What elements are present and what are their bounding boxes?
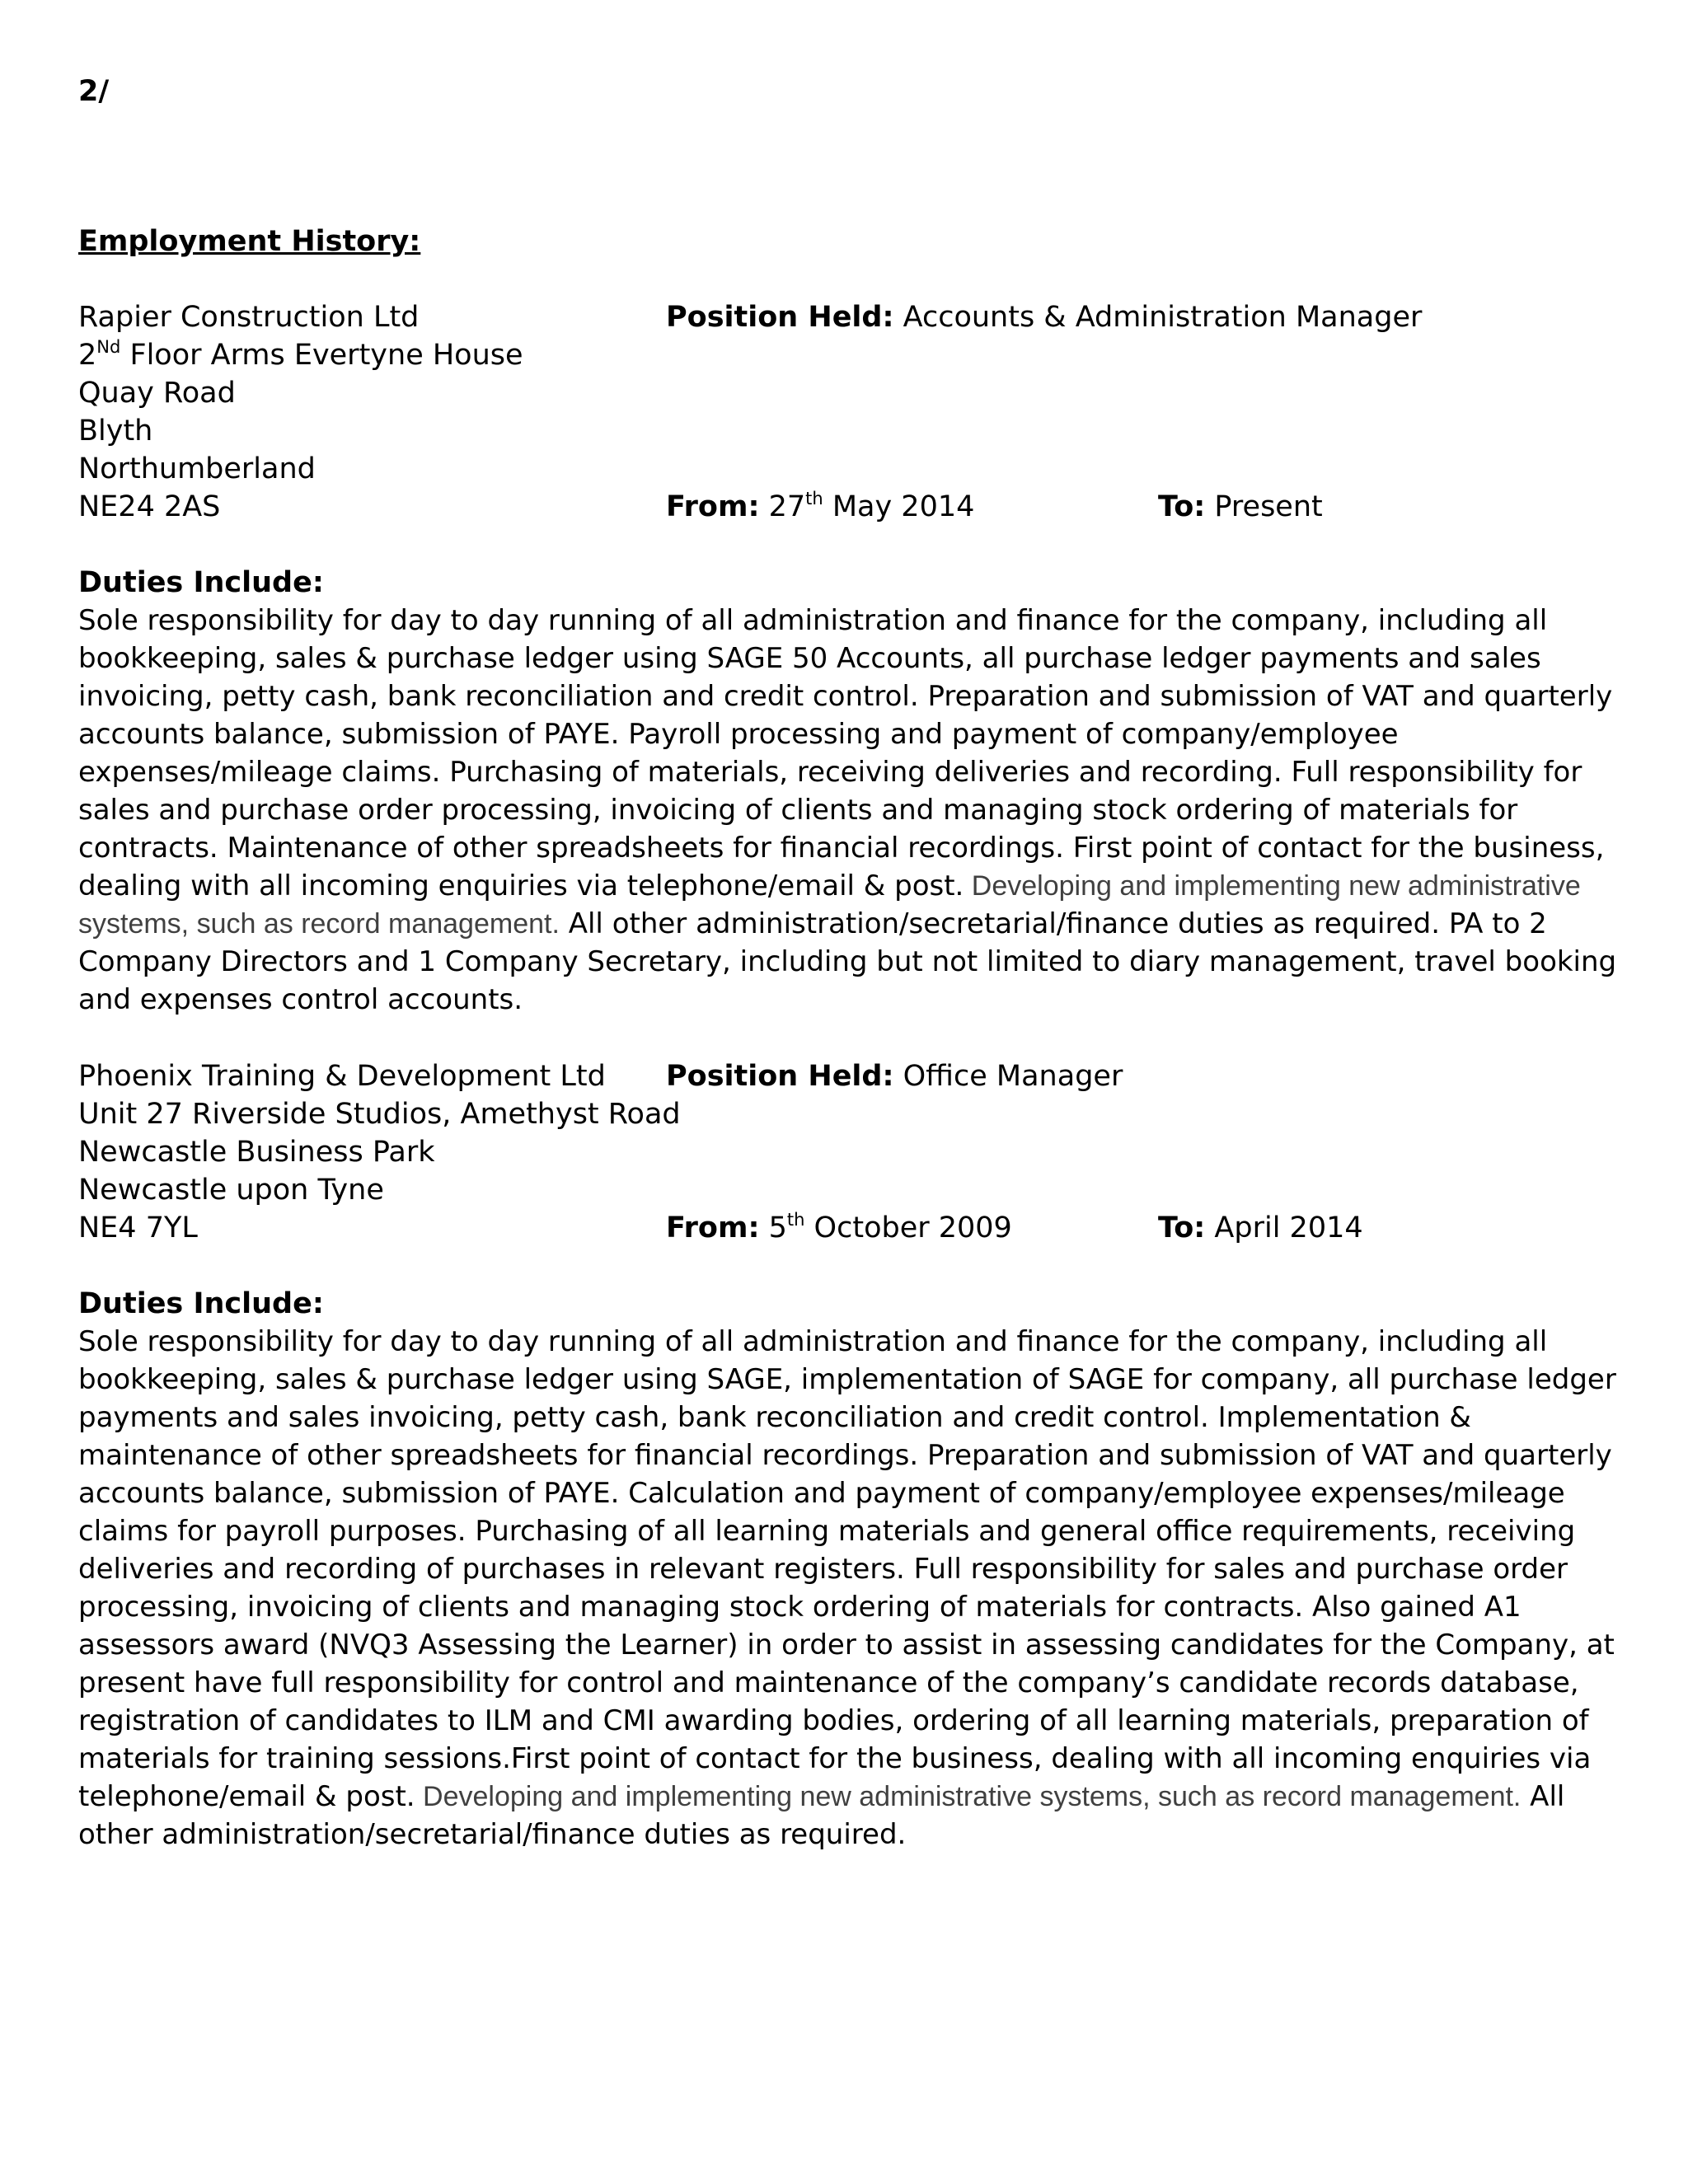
position-held-label: Position Held: [666, 301, 894, 334]
duties-text: All other administration/secretarial/finance duties as required. PA to 2 Company Directors and 1 Company Secretary, including but not limited to diary management, travel booking and expenses control accounts. [78, 907, 1617, 1016]
address-line: Quay Road [78, 377, 236, 410]
address-line: Newcastle upon Tyne [78, 1174, 384, 1207]
duties-text: Sole responsibility for day to day running of all administration and finance for the company, including all bookkeeping, sales & purchase ledger using SAGE, implementation of SAGE for company, all purchase ledger payments and sales invoicing, petty cash, bank reconciliation and credit control. Implementation & maintenance of other spreadsheets for financial recordings. Preparation and submission of VAT and quarterly accounts balance, submission of PAYE. Calculation and payment of company/employee expenses/mileage claims for payroll purposes. Purchasing of all learning materials and general office requirements, receiving deliveries and recording of purchases in relevant registers. Full responsibility for sales and purchase order processing, invoicing of clients and managing stock ordering of materials for contracts. Also gained A1 assessors award (NVQ3 Assessing the Learner) in order to assist in assessing candidates for the Company, at present have full responsibility for control and maintenance of the company’s candidate records database, registration of candidates to ILM and CMI awarding bodies, ordering of all learning materials, preparation of materials for training sessions.First point of contact for the business, dealing with all incoming enquiries via telephone/email & post. [78, 1325, 1616, 1813]
date-to [1158, 488, 1323, 526]
from-day: 27 [768, 490, 806, 523]
position-held-value: Accounts & Administration Manager [903, 301, 1423, 334]
position-held [666, 1057, 1123, 1095]
from-day-suffix: th [786, 1210, 805, 1230]
address-line: Northumberland [78, 452, 316, 485]
address-line [78, 336, 523, 374]
from-label: From: [666, 490, 760, 523]
from-day: 5 [768, 1212, 787, 1244]
company-name: Rapier Construction Ltd [78, 301, 420, 334]
postcode: NE4 7YL [78, 1212, 198, 1244]
to-label: To: [1158, 1212, 1206, 1244]
section-heading: Employment History: [78, 225, 421, 258]
position-held-label: Position Held: [666, 1060, 894, 1093]
date-from [666, 488, 974, 526]
company-name: Phoenix Training & Development Ltd [78, 1060, 606, 1093]
date-to [1158, 1209, 1363, 1247]
position-held [666, 298, 1422, 336]
duties-text-highlight: Developing and implementing new administrative systems, such as record management. [78, 870, 1581, 940]
address-line: Blyth [78, 415, 153, 448]
address-floor-number: 2 [78, 339, 97, 372]
duties-heading: Duties Include: [78, 1287, 324, 1320]
page-number: 2/ [78, 75, 110, 108]
duties-paragraph [78, 602, 1628, 1019]
duties-text: Sole responsibility for day to day running of all administration and finance for the company, including all bookkeeping, sales & purchase ledger using SAGE 50 Accounts, all purchase ledger payments and sales invoicing, petty cash, bank reconciliation and credit control. Preparation and submission of VAT and quarterly accounts balance, submission of PAYE. Payroll processing and payment of company/employee expenses/mileage claims. Purchasing of materials, receiving deliveries and recording. Full responsibility for sales and purchase order processing, invoicing of clients and managing stock ordering of materials for contracts. Maintenance of other spreadsheets for financial recordings. First point of contact for the business, dealing with all incoming enquiries via telephone/email & post. [78, 604, 1613, 902]
duties-text: All other administration/secretarial/finance duties as required. [78, 1780, 1565, 1851]
from-month-year: October 2009 [804, 1212, 1012, 1244]
address-floor-rest: Floor Arms Evertyne House [120, 339, 523, 372]
duties-text-highlight: Developing and implementing new administrative systems, such as record management. [415, 1781, 1522, 1812]
from-label: From: [666, 1212, 760, 1244]
from-day-suffix: th [805, 489, 823, 509]
date-from [666, 1209, 1012, 1247]
duties-paragraph [78, 1323, 1628, 1854]
duties-heading: Duties Include: [78, 566, 324, 599]
address-line: Unit 27 Riverside Studios, Amethyst Road [78, 1098, 681, 1131]
postcode: NE24 2AS [78, 490, 221, 523]
from-month-year: May 2014 [823, 490, 975, 523]
address-line: Newcastle Business Park [78, 1136, 435, 1169]
to-value: Present [1214, 490, 1323, 523]
position-held-value: Office Manager [903, 1060, 1123, 1093]
to-label: To: [1158, 490, 1206, 523]
address-floor-suffix: Nd [96, 337, 121, 357]
to-value: April 2014 [1214, 1212, 1363, 1244]
